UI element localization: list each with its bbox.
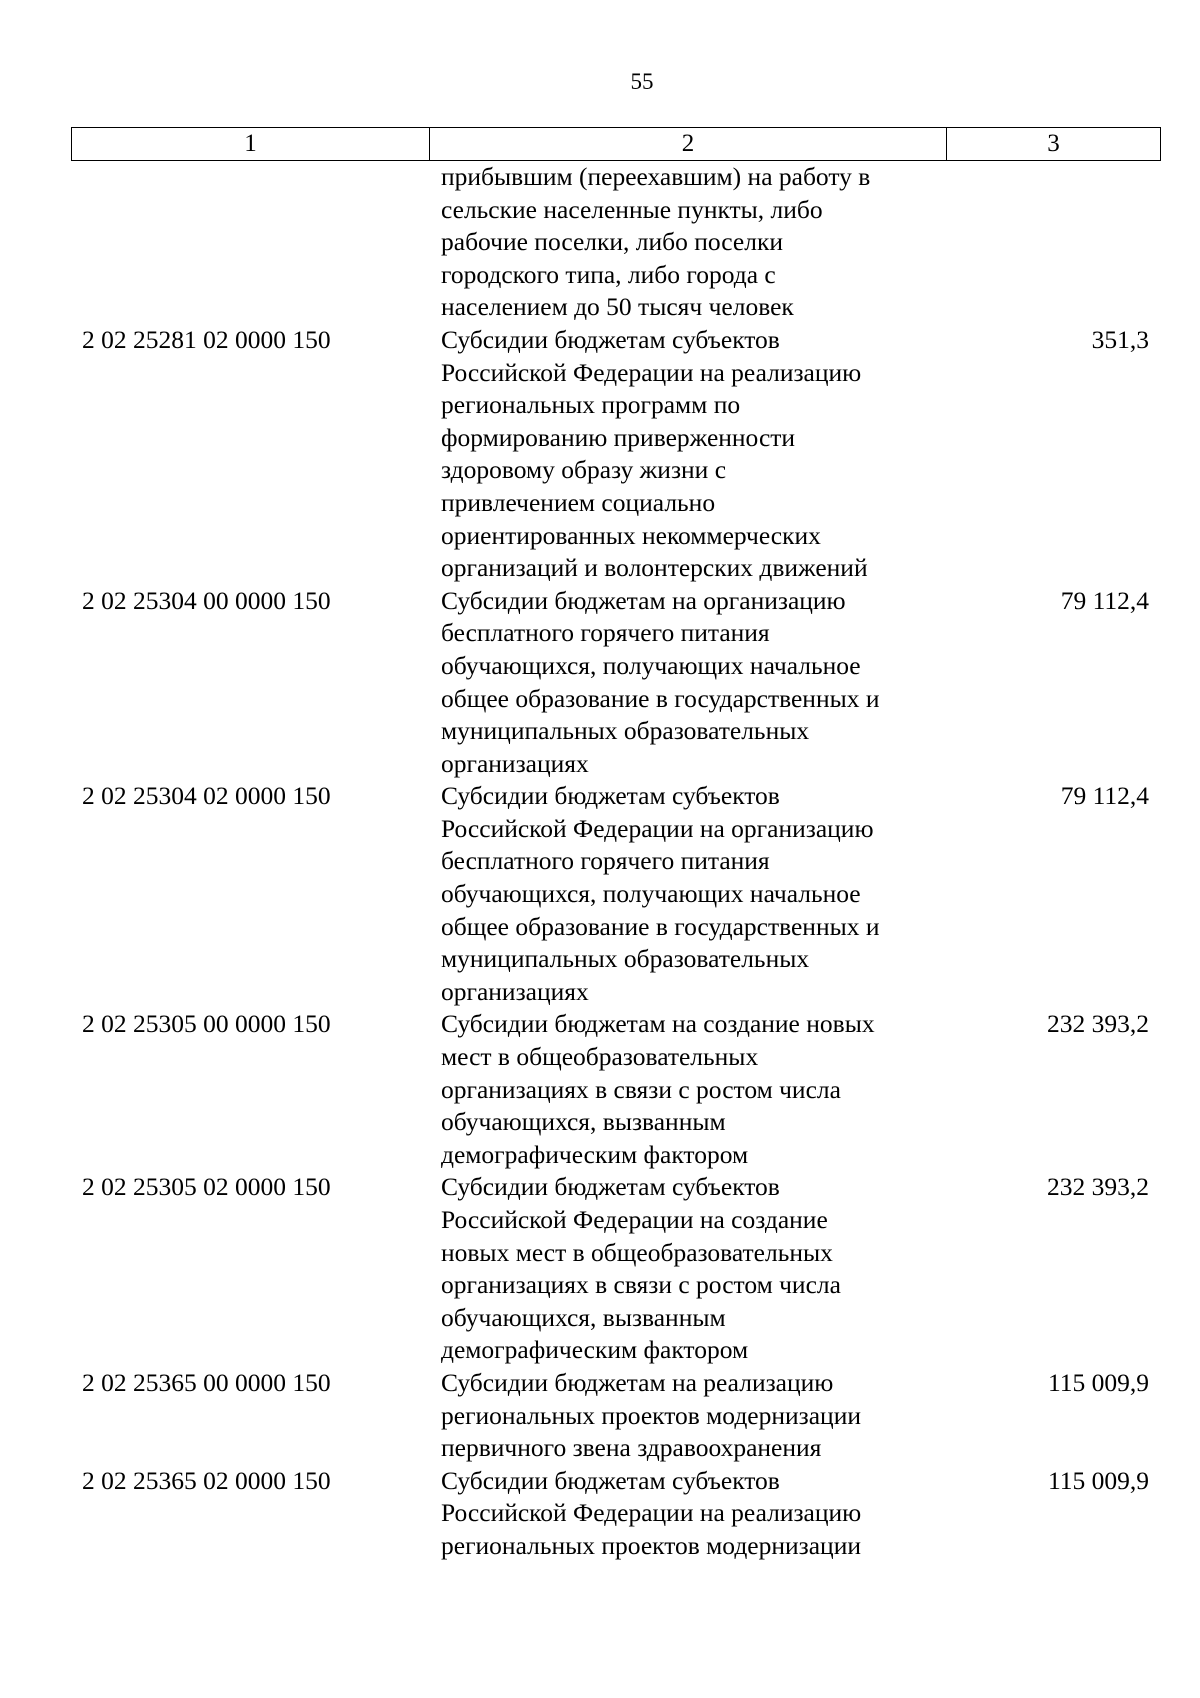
row-code: 2 02 25365 02 0000 150 — [82, 1465, 331, 1495]
row-description: Субсидии бюджетам субъектов Российской Федерации на реализацию региональных проектов модернизации — [441, 1465, 862, 1560]
row-description: Субсидии бюджетам субъектов Российской Федерации на создание новых мест в общеобразовательных организациях в связи с ростом числа обучающихся, вызванным демографическим фактором — [441, 1172, 841, 1365]
row-code: 2 02 25305 00 0000 150 — [82, 1009, 331, 1039]
row-code: 2 02 25304 02 0000 150 — [82, 781, 331, 811]
page-number: 55 — [630, 69, 654, 94]
row-amount: 232 393,2 — [1047, 1009, 1149, 1039]
header-col-2: 2 — [430, 128, 947, 160]
row-description: Субсидии бюджетам субъектов Российской Федерации на организацию бесплатного горячего питания обучающихся, получающих начальное общее образование в государственных и муниципальных образовательных организациях — [441, 781, 880, 1006]
row-amount: 79 112,4 — [1060, 781, 1149, 811]
row-amount: 115 009,9 — [1047, 1367, 1149, 1397]
row-description: прибывшим (переехавшим) на работу в сельские населенные пункты, либо рабочие поселки, либо поселки городского типа, либо города с населением до 50 тысяч человек — [441, 162, 871, 322]
row-code: 2 02 25304 00 0000 150 — [82, 585, 331, 615]
row-description: Субсидии бюджетам субъектов Российской Федерации на реализацию региональных программ по формированию приверженности здоровому образу жизни с привлечением социально ориентированных некоммерческих организаций и волонтерских движений — [441, 324, 868, 583]
row-amount: 79 112,4 — [1060, 585, 1149, 615]
row-code: 2 02 25281 02 0000 150 — [82, 324, 331, 354]
row-code: 2 02 25305 02 0000 150 — [82, 1172, 331, 1202]
table-row — [0, 1008, 1200, 1171]
row-amount: 351,3 — [1091, 324, 1149, 354]
table-body — [0, 161, 1200, 1563]
header-col-1: 1 — [72, 128, 430, 160]
row-amount — [961, 161, 1149, 324]
row-amount: 232 393,2 — [1047, 1172, 1149, 1202]
row-code: 2 02 25365 00 0000 150 — [82, 1367, 331, 1397]
table-row — [0, 324, 1200, 585]
row-description: Субсидии бюджетам на реализацию региональных проектов модернизации первичного звена здравоохранения — [441, 1367, 861, 1463]
header-col-3: 3 — [1047, 130, 1060, 157]
table-header — [71, 127, 1161, 161]
table-row — [0, 161, 1200, 324]
table-row — [0, 585, 1200, 781]
table-row — [0, 780, 1200, 1008]
row-amount: 115 009,9 — [1047, 1465, 1149, 1495]
table-row — [0, 1465, 1200, 1563]
row-description: Субсидии бюджетам на организацию бесплатного горячего питания обучающихся, получающих начальное общее образование в государственных и муниципальных образовательных организациях — [441, 585, 880, 778]
row-description: Субсидии бюджетам на создание новых мест в общеобразовательных организациях в связи с ростом числа обучающихся, вызванным демографическим фактором — [441, 1009, 875, 1169]
table-row — [0, 1367, 1200, 1465]
row-code — [0, 161, 441, 324]
table-row — [0, 1171, 1200, 1367]
